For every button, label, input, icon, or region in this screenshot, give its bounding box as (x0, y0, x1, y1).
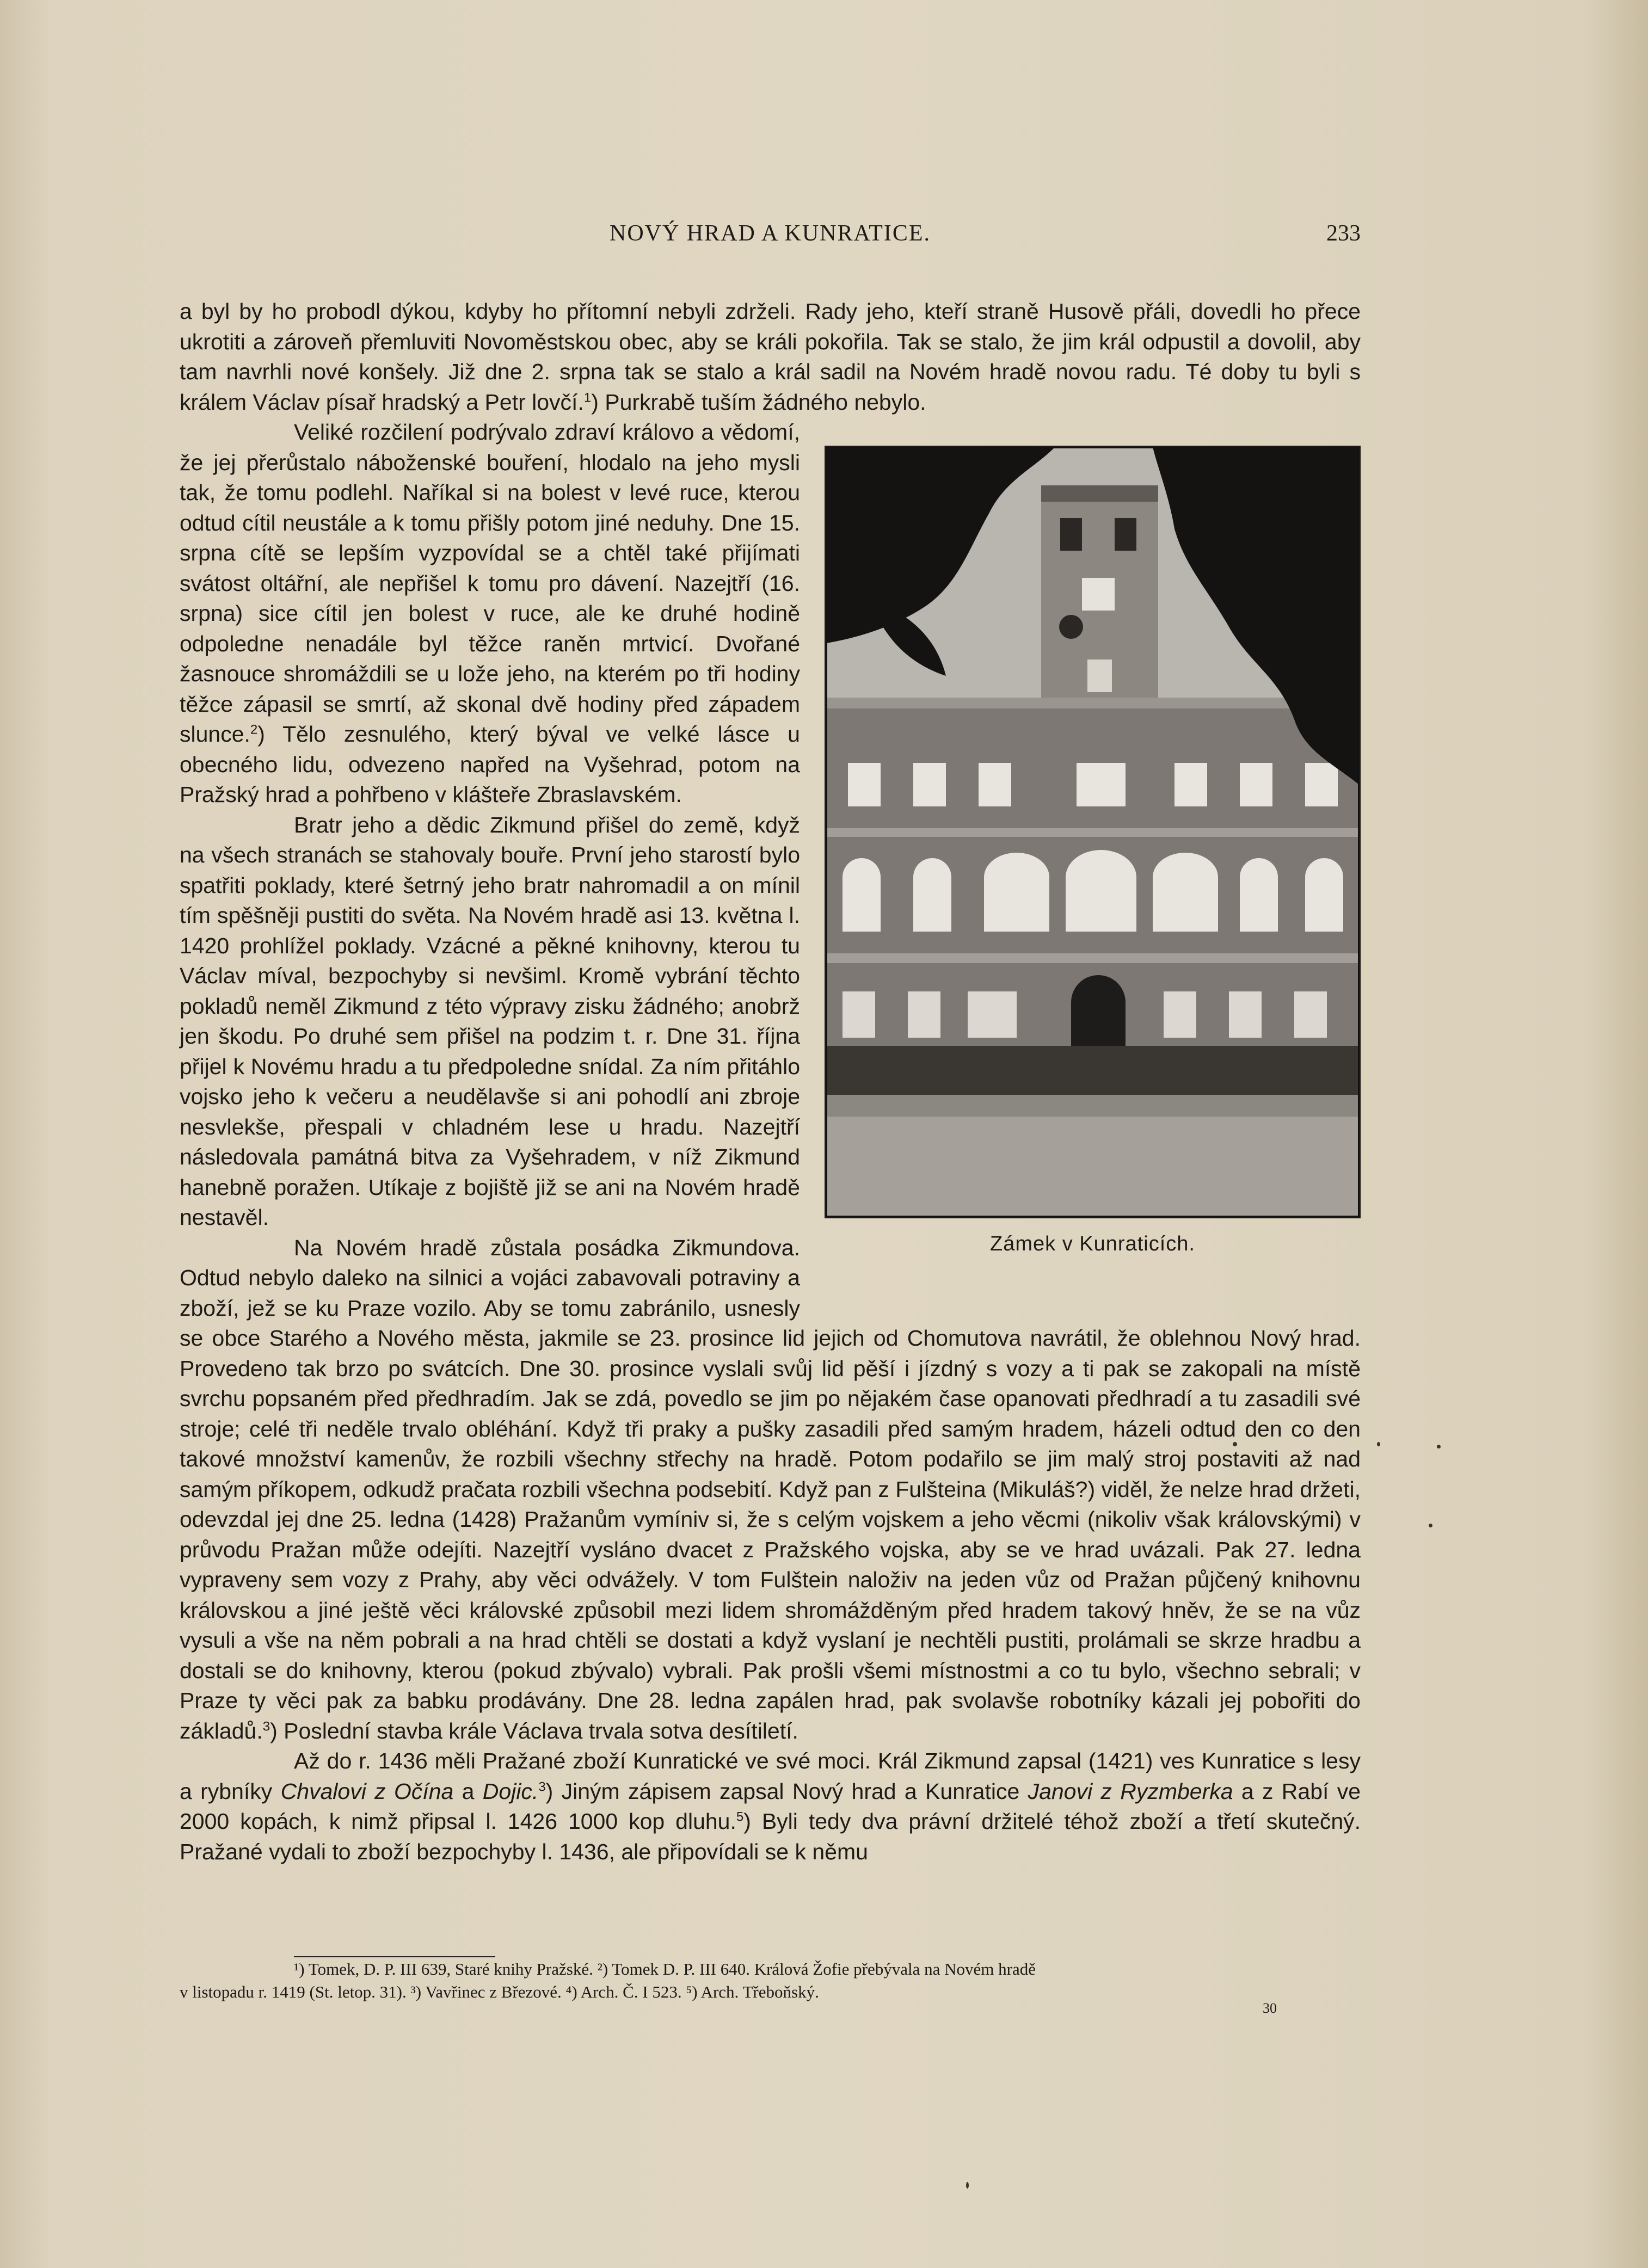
paragraph-2: Veliké rozčilení podrývalo zdraví královo a vědomí, že jej přerůstalo náboženské bouření, hlodalo na jeho mysli tak, že tomu podlehl. Naříkal si na bolest v levé ruce, kterou odtud cítil neustále a k tomu přišly potom jiné neduhy. Dne 15. srpna cítě se lepším vyzpovídal se a chtěl také přijímati svátost oltářní, ale nepřišel k tomu pro dávení. Nazejtří (16. srpna) sice cítil jen bolest v ruce, ale ke druhé hodině odpoledne nenadále byl těžce raněn mrtvicí. Dvořané žasnouce shromáždili se u lože jeho, na kterém po tři hodiny těžce zápasil se smrtí, až skonal dvě hodiny před západem slunce.$^2$) Tělo zesnulého, který býval ve velké lásce u obecného lidu, odvezeno napřed na Vyšehrad, potom na Pražský hrad a pohřbeno v klášteře Zbraslavském. (180, 420, 800, 807)
paragraph-3: Bratr jeho a dědic Zikmund přišel do země, když na všech stranách se stahovaly bouře. První jeho starostí bylo spatřiti poklady, které šetrný jeho bratr nahromadil a on mínil tím spěšněji pustiti do světa. Na Novém hradě asi 13. května l. 1420 prohlížel poklady. Vzácné a pěkné knihovny, kterou tu Václav míval, bezpochyby si nevšiml. Kromě vybrání těchto pokladů neměl Zikmund z této výpravy zisku žádného; anobrž jen škodu. Po druhé sem přišel na podzim t. r. Dne 31. října přijel k Novému hradu a tu předpoledne snídal. Za ním přitáhlo vojsko jeho k večeru a neudělavše si ani pohodlí ani zbroje nesvlekše, přespali v chladném lese u hradu. Nazejtří následovala památná bitva za Vyšehradem, v níž Zikmund hanebně poražen. Utíkaje z bojiště již se ani na Novém hradě nestavěl. (180, 812, 800, 1230)
specks (1437, 1445, 1441, 1449)
footnote-ref: 3 (262, 1718, 270, 1734)
page-number: 233 (1326, 221, 1361, 246)
paragraph-1: a byl by ho probodl dýkou, kdyby ho přítomní nebyli zdrželi. Rady jeho, kteří straně Husově přáli, dovedli ho přece ukrotiti a zároveň přemluviti Novoměstskou obec, aby se králi pokořila. Tak se stalo, že jim král odpustil a dovolil, aby tam navrhli nové konšely. Již dne 2. srpna tak se stalo a král sadil na Novém hradě novou radu. Té doby tu byli s králem Václav písař hradský a Petr lovčí.$^1$) Purkrabě tuším žádného nebylo. (180, 299, 1361, 415)
person-name: Dojic. (482, 1778, 539, 1804)
figure-caption: Zámek v Kunraticích. (990, 1232, 1195, 1255)
signature-mark: 30 (1263, 2000, 1277, 2016)
running-head (180, 220, 1361, 258)
paragraph-4: Na Novém hradě zůstala posádka Zikmundova. Odtud nebylo daleko na silnici a vojáci zabavovali potraviny a zboží, jež se ku Praze vozilo. Aby se tomu zabránilo, usnesly se obce Starého a Nového města, jakmile se 23. prosince lid jejich od Chomutova navrátil, že oblehnou Nový hrad. Provedeno tak brzo po svátcích. Dne 30. prosince vyslali svůj lid pěší i jízdný s vozy a ti pak se zakopali na místě svrchu popsaném před předhradím. Jak se zdá, povedlo se jim po nějakém čase opanovati předhradí a tu zasadili své stroje; celé tři neděle trvalo obléhání. Když tři praky a pušky zasadili před samým hradem, házeli odtud den co den takové množství kamenův, že rozbili všechny střechy na hradě. Potom podařilo se jim malý stroj postaviti až nad samým příkopem, odkudž pračata rozbili všechna podsebití. Když pan z Fulšteina (Mikuláš?) viděl, že nelze hrad držeti, odevzdal jej dne 25. ledna (1428) Pražanům vymíniv si, že s celým vojskem a jeho věcmi (nikoliv však královskými) v průvodu Pražan může odejíti. Nazejtří vysláno dvacet z Pražského vojska, aby se ve hrad uvázali. Pak 27. ledna vypraveny sem vozy z Prahy, aby věci odvážely. V tom Fulštein naloživ na jeden vůz od Pražan půjčený knihovnu královskou a jiné ještě věci královské způsobil mezi lidem shromážděným před hradem takový hněv, že se na vůz vysuli a vše na něm pobrali a na hrad chtěli se dostati a když vyslaní je nechtěli pustiti, prolámali se skrze hradbu a dostali se do knihovny, kterou (pokud zbývalo) vybrali. Pak prošli všemi místnostmi a co tu bylo, všechno sebrali; v Praze ty věci pak za babku prodávány. Dne 28. ledna zapálen hrad, pak svolavše robotníky kázali jej pobořiti do základů.$^3$) Poslední stavba krále Václava trvala sotva desítiletí. (180, 1235, 1361, 1743)
specks (1429, 1524, 1432, 1527)
paragraph-5: Až do r. 1436 měli Pražané zboží Kunratické ve své moci. Král Zikmund zapsal (1421) ves Kunratice s lesy a rybníky Chvalovi z Očína a Dojic.$^3$) Jiným zápisem zapsal Nový hrad a Kunratice Janovi z Ryzmberka a z Rabí ve 2000 kopách, k nimž připsal l. 1426 1000 kop dluhu.$^5$) Byli tedy dva právní držitelé téhož zboží a třetí skutečný. Pražané vydali to zboží bezpochyby l. 1436, ale připovídali se k němu (180, 1748, 1361, 1864)
footnote-ref: 5 (736, 1809, 744, 1825)
person-name: Chvalovi z Očína (280, 1778, 454, 1804)
footnotes (180, 1958, 1361, 2004)
castle-photo (825, 446, 1361, 1218)
specks (966, 2182, 969, 2189)
footnote-ref: 1 (583, 390, 592, 405)
specks (1377, 1442, 1380, 1446)
figure (825, 446, 1361, 1316)
footnote-line: v listopadu r. 1419 (St. letop. 31). ³) Vavřinec z Březové. ⁴) Arch. Č. I 523. ⁵) Arch. Třeboňský. (180, 1982, 819, 2001)
specks (1233, 1442, 1237, 1446)
person-name: Janovi z Ryzmberka (1028, 1778, 1233, 1804)
footnote-ref: 2 (250, 722, 258, 737)
running-title: NOVÝ HRAD A KUNRATICE. (609, 221, 931, 246)
footnote-ref: 3 (538, 1779, 546, 1794)
footnote-line: ¹) Tomek, D. P. III 639, Staré knihy Pražské. ²) Tomek D. P. III 640. Králová Žofie přebývala na Novém hradě (294, 1959, 1036, 1979)
footnote-rule (294, 1956, 495, 1957)
main-text (180, 297, 1361, 1867)
